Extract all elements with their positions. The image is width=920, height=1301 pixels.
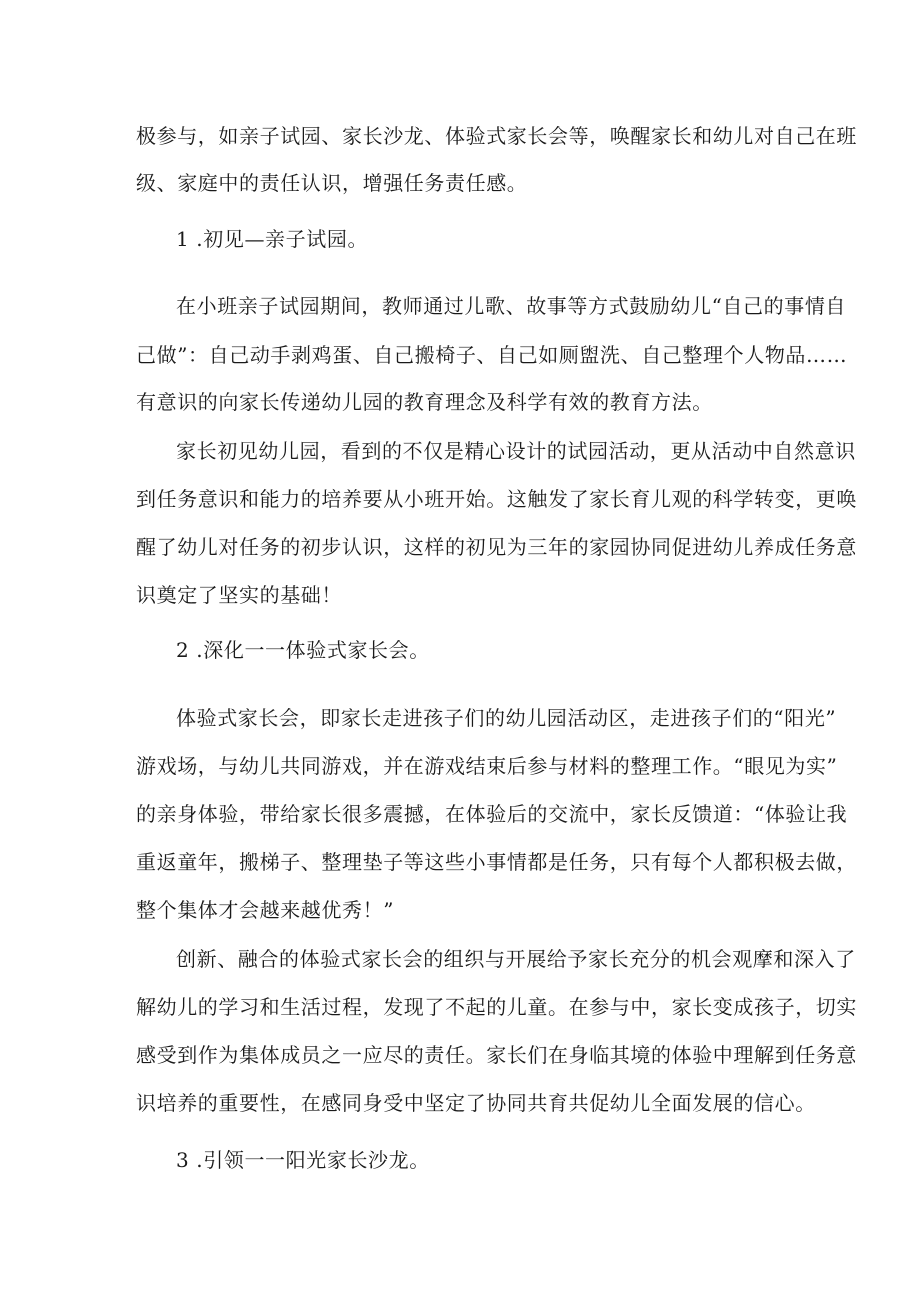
- section-heading: 2 .深化一一体验式家长会。: [176, 638, 430, 662]
- body-text-line: 感受到作为集体成员之一应尽的责任。家长们在身临其境的体验中理解到任务意: [136, 1043, 857, 1067]
- body-text-line: 游戏场，与幼儿共同游戏，并在游戏结束后参与材料的整理工作。“眼见为实”: [136, 754, 838, 778]
- body-text-line: 级、家庭中的责任认识，增强任务责任感。: [136, 171, 528, 195]
- body-text-line: 醒了幼儿对任务的初步认识，这样的初见为三年的家园协同促进幼儿养成任务意: [136, 535, 857, 559]
- section-heading: 1 .初见—亲子试园。: [176, 227, 369, 251]
- body-text-line: 创新、融合的体验式家长会的组织与开展给予家长充分的机会观摩和深入了: [176, 947, 856, 971]
- body-text-line: 家长初见幼儿园，看到的不仅是精心设计的试园活动，更从活动中自然意识: [176, 439, 856, 463]
- body-text-line: 重返童年，搬梯子、整理垫子等这些小事情都是任务，只有每个人都积极去做，: [136, 850, 857, 874]
- section-heading: 3 .引领一一阳光家长沙龙。: [176, 1148, 430, 1172]
- body-text-line: 到任务意识和能力的培养要从小班开始。这触发了家长育儿观的科学转变，更唤: [136, 487, 857, 511]
- body-text-line: 整个集体才会越来越优秀！”: [136, 898, 395, 922]
- body-text-line: 体验式家长会，即家长走进孩子们的幼儿园活动区，走进孩子们的“阳光”: [176, 706, 837, 730]
- body-text-line: 在小班亲子试园期间，教师通过儿歌、故事等方式鼓励幼儿“自己的事情自: [176, 294, 847, 318]
- body-text-line: 己做”：自己动手剥鸡蛋、自己搬椅子、自己如厕盥洗、自己整理个人物品……: [136, 343, 848, 367]
- body-text-line: 的亲身体验，带给家长很多震撼，在体验后的交流中，家长反馈道：“体验让我: [136, 802, 848, 826]
- body-text-line: 识培养的重要性，在感同身受中坚定了协同共育共促幼儿全面发展的信心。: [136, 1091, 816, 1115]
- body-text-line: 解幼儿的学习和生活过程，发现了不起的儿童。在参与中，家长变成孩子，切实: [136, 995, 857, 1019]
- body-text-line: 识奠定了坚实的基础！: [136, 583, 342, 607]
- body-text-line: 极参与，如亲子试园、家长沙龙、体验式家长会等，唤醒家长和幼儿对自己在班: [136, 124, 857, 148]
- body-text-line: 有意识的向家长传递幼儿园的教育理念及科学有效的教育方法。: [136, 390, 713, 414]
